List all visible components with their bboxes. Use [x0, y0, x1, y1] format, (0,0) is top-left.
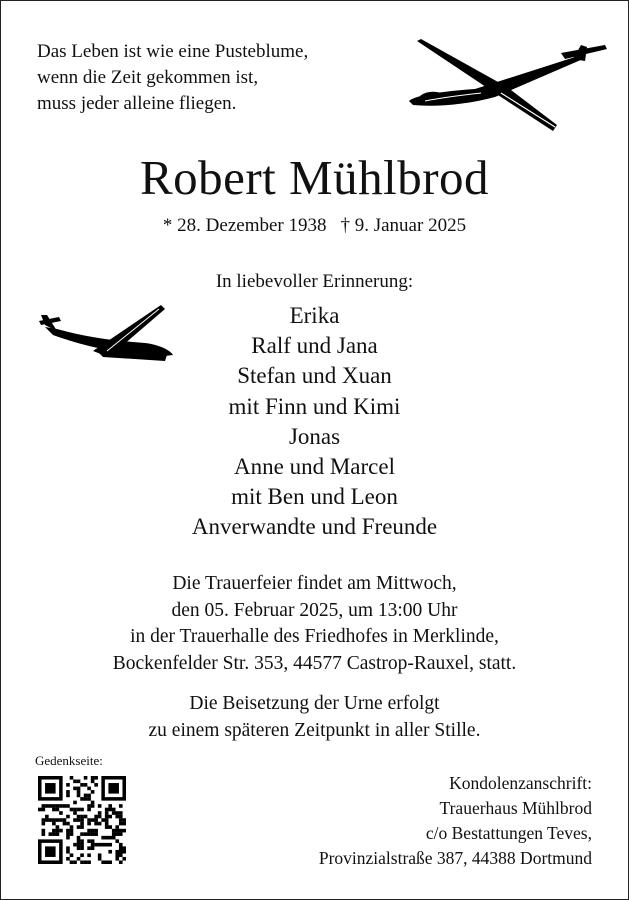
ceremony-line: den 05. Februar 2025, um 13:00 Uhr	[171, 599, 458, 621]
poem-line: muss jeder alleine fliegen.	[37, 93, 237, 114]
qr-code-icon[interactable]	[38, 776, 126, 864]
condolence-line: Trauerhaus Mühlbrod	[439, 798, 592, 818]
family-entry: Anne und Marcel	[234, 454, 395, 480]
burial-notice	[1, 691, 628, 744]
funeral-ceremony-notice	[1, 571, 628, 677]
condolence-line: c/o Bestattungen Teves,	[425, 823, 592, 843]
condolence-line: Provinzialstraße 387, 44388 Dortmund	[318, 848, 592, 868]
birth-date: * 28. Dezember 1938	[162, 215, 327, 236]
condolence-address	[319, 771, 592, 871]
life-dates	[1, 213, 628, 239]
glider-icon	[405, 35, 609, 135]
family-entry: mit Ben und Leon	[231, 484, 398, 510]
ceremony-line: Bockenfelder Str. 353, 44577 Castrop-Rauxel, statt.	[112, 652, 517, 674]
poem-line: Das Leben ist wie eine Pusteblume,	[37, 41, 309, 62]
family-entry: mit Finn und Kimi	[228, 393, 401, 419]
memory-heading: In liebevoller Erinnerung:	[215, 271, 414, 292]
family-entry: Ralf und Jana	[251, 333, 378, 359]
ceremony-line: in der Trauerhalle des Friedhofes in Merklinde,	[130, 626, 499, 647]
family-entry: Erika	[289, 303, 340, 328]
burial-line: Die Beisetzung der Urne erfolgt	[189, 693, 440, 714]
ceremony-line: Die Trauerfeier findet am Mittwoch,	[172, 573, 457, 594]
condolence-line: Kondolenzanschrift:	[449, 773, 592, 793]
family-entry: Jonas	[288, 423, 341, 449]
family-list	[1, 301, 628, 543]
burial-line: zu einem späteren Zeitpunkt in aller Stille.	[148, 719, 481, 741]
family-entry: Stefan und Xuan	[237, 363, 392, 389]
poem-line: wenn die Zeit gekommen ist,	[37, 67, 259, 88]
deceased-name: Robert Mühlbrod	[139, 150, 490, 205]
death-date: † 9. Januar 2025	[340, 215, 467, 236]
poem	[37, 39, 308, 117]
family-entry: Anverwandte und Freunde	[191, 514, 438, 540]
memorial-page-label: Gedenkseite:	[35, 753, 103, 768]
